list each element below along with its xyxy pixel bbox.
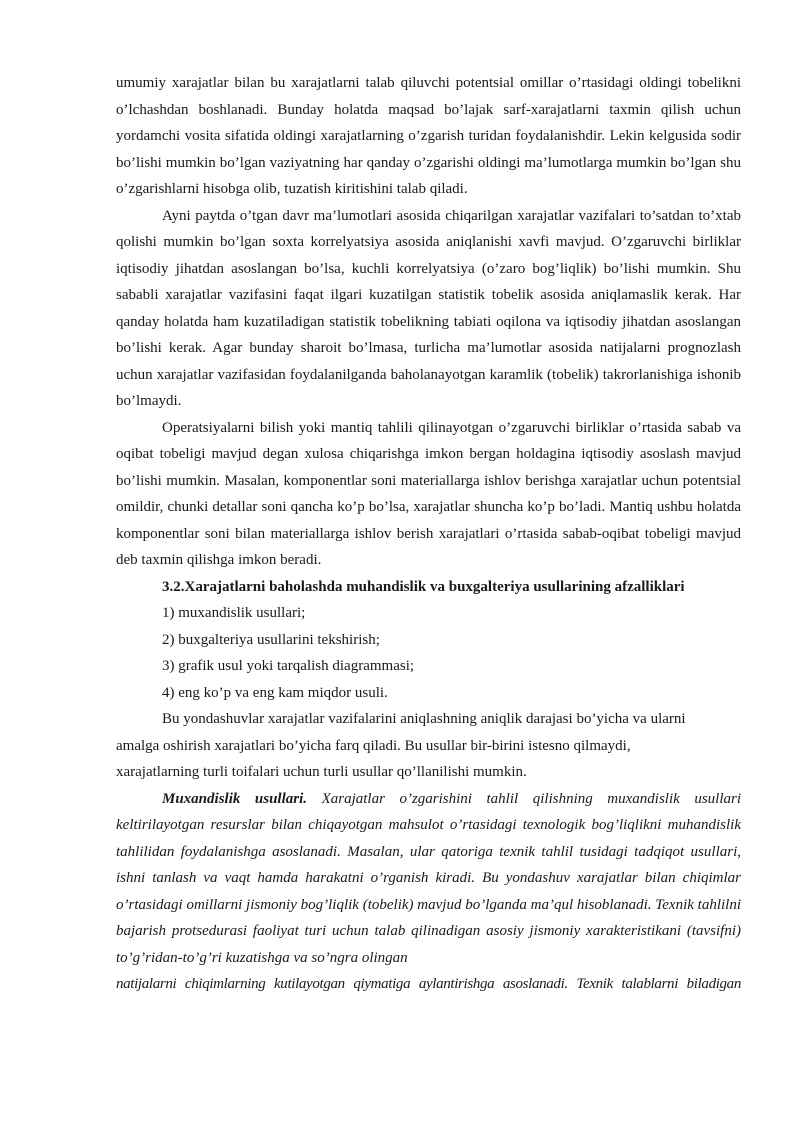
list-item: 1) muxandislik usullari; xyxy=(162,605,306,621)
list-item: 2) buxgalteriya usullarini tekshirish; xyxy=(162,631,380,648)
paragraph-correlation: Ayni paytda o’tgan davr ma’lumotlari asosida chiqarilgan xarajatlar vazifalari to’satdan to’xtab qolishi mumkin bo’lgan soxta korrelyatsiya asosida aniqlanishi xavfi mavjud. O’zgaruvchi birliklar iqtisodiy jihatdan asoslangan bo’lsa, kuchli korrelyatsiya (o’zaro bog’liqlik) bo’lishi mumkin. Shu sababli xarajatlar vazifasini faqat ilgari kuzatilgan statistik tobelik asosida aniqlamaslik kerak. Har qanday holatda ham kuzatiladigan statistik tobelikning tabiati oqilona va iqtisodiy jihatdan asoslangan bo’lishi kerak. Agar bunday sharoit bo’lmasa, turlicha ma’lumotlar asosida natijalarni prognozlash uchun xarajatlar vazifasidan foydalanilganda baholanayotgan karamlik (tobelik) takrorlanishiga ishonib bo’lmaydi. xyxy=(116,207,741,409)
engineering-body: Xarajatlar o’zgarishini tahlil qilishning muxandislik usullari keltirilayotgan resurslar bilan chiqayotgan mahsulot o’rtasidagi texnologik bog’liqlikni muhandislik tahlilidan foydalanishga asoslanadi. Masalan, ular qatoriga texnik tahlil tusidagi tadqiqot usullari, ishni tanlash va vaqt hamda harakatni o’rganish kiradi. Bu yondashuv xarajatlar bilan chiqimlar o’rtasidagi omillarni jismoniy bog’liqlik (tobelik) mavjud bo’lganda ma’qul hisoblanadi. Texnik tahlilni bajarish protsedurasi faoliyat turi uchun talab qilinadigan asosiy jismoniy xarakteristikani (tavsifni) to’g’ridan-to’g’ri kuzatishga va so’ngra olingan xyxy=(116,790,741,966)
list-item: 3) grafik usul yoki tarqalish diagrammasi; xyxy=(162,658,415,674)
list-item: 4) eng ko’p va eng kam miqdor usuli. xyxy=(162,684,388,701)
summary-line: xarajatlarning turli toifalari uchun turli usullar qo’llanilishi mumkin. xyxy=(116,764,527,780)
section-heading: 3.2.Xarajatlarni baholashda muhandislik va buxgalteriya usullarining afzalliklari xyxy=(162,578,685,595)
engineering-lead: Muxandislik usullari. xyxy=(162,790,308,807)
engineering-last-line: natijalarni chiqimlarning kutilayotgan qiymatiga aylantirishga asoslanadi. Texnik talablarni biladigan xyxy=(116,976,741,992)
summary-line: Bu yondashuvlar xarajatlar vazifalarini aniqlashning aniqlik darajasi bo’yicha va ularni xyxy=(162,711,686,727)
document-page xyxy=(116,70,741,998)
summary-line: amalga oshirish xarajatlari bo’yicha farq qiladi. Bu usullar bir-birini istesno qilmaydi, xyxy=(116,737,631,754)
paragraph-engineering xyxy=(116,786,741,972)
paragraph-continuation: umumiy xarajatlar bilan bu xarajatlarni talab qiluvchi potentsial omillar o’rtasidagi oldingi tobelikni o’lchashdan boshlanadi. Bunday holatda maqsad bo’lajak sarf-xarajatlarni taxmin qilish uchun yordamchi vosita sifatida oldingi xarajatlarning o’zgarish turidan foydalanishdir. Lekin kelgusida sodir bo’lishi mumkin bo’lgan vaziyatning har qanday o’zgarishi oldingi ma’lumotlarga mumkin bo’lgan shu o’zgarishlarni hisobga olib, tuzatish kiritishini talab qiladi. xyxy=(116,75,741,197)
paragraph-causality: Operatsiyalarni bilish yoki mantiq tahlili qilinayotgan o’zgaruvchi birliklar o’rtasida sabab va oqibat tobeligi mavjud degan xulosa chiqarishga imkon bergan holdagina iqtisodiy asoslash mavjud bo’lishi mumkin. Masalan, komponentlar soni materiallarga ishlov berishga xarajatlar uchun potentsial omildir, chunki detallar soni qancha ko’p bo’lsa, xarajatlar shuncha ko’p bo’ladi. Mantiq ushbu holatda komponentlar soni bilan materiallarga ishlov berish xarajatlari o’rtasida sabab-oqibat tobeligi mavjud deb taxmin qilishga imkon beradi. xyxy=(116,419,741,568)
